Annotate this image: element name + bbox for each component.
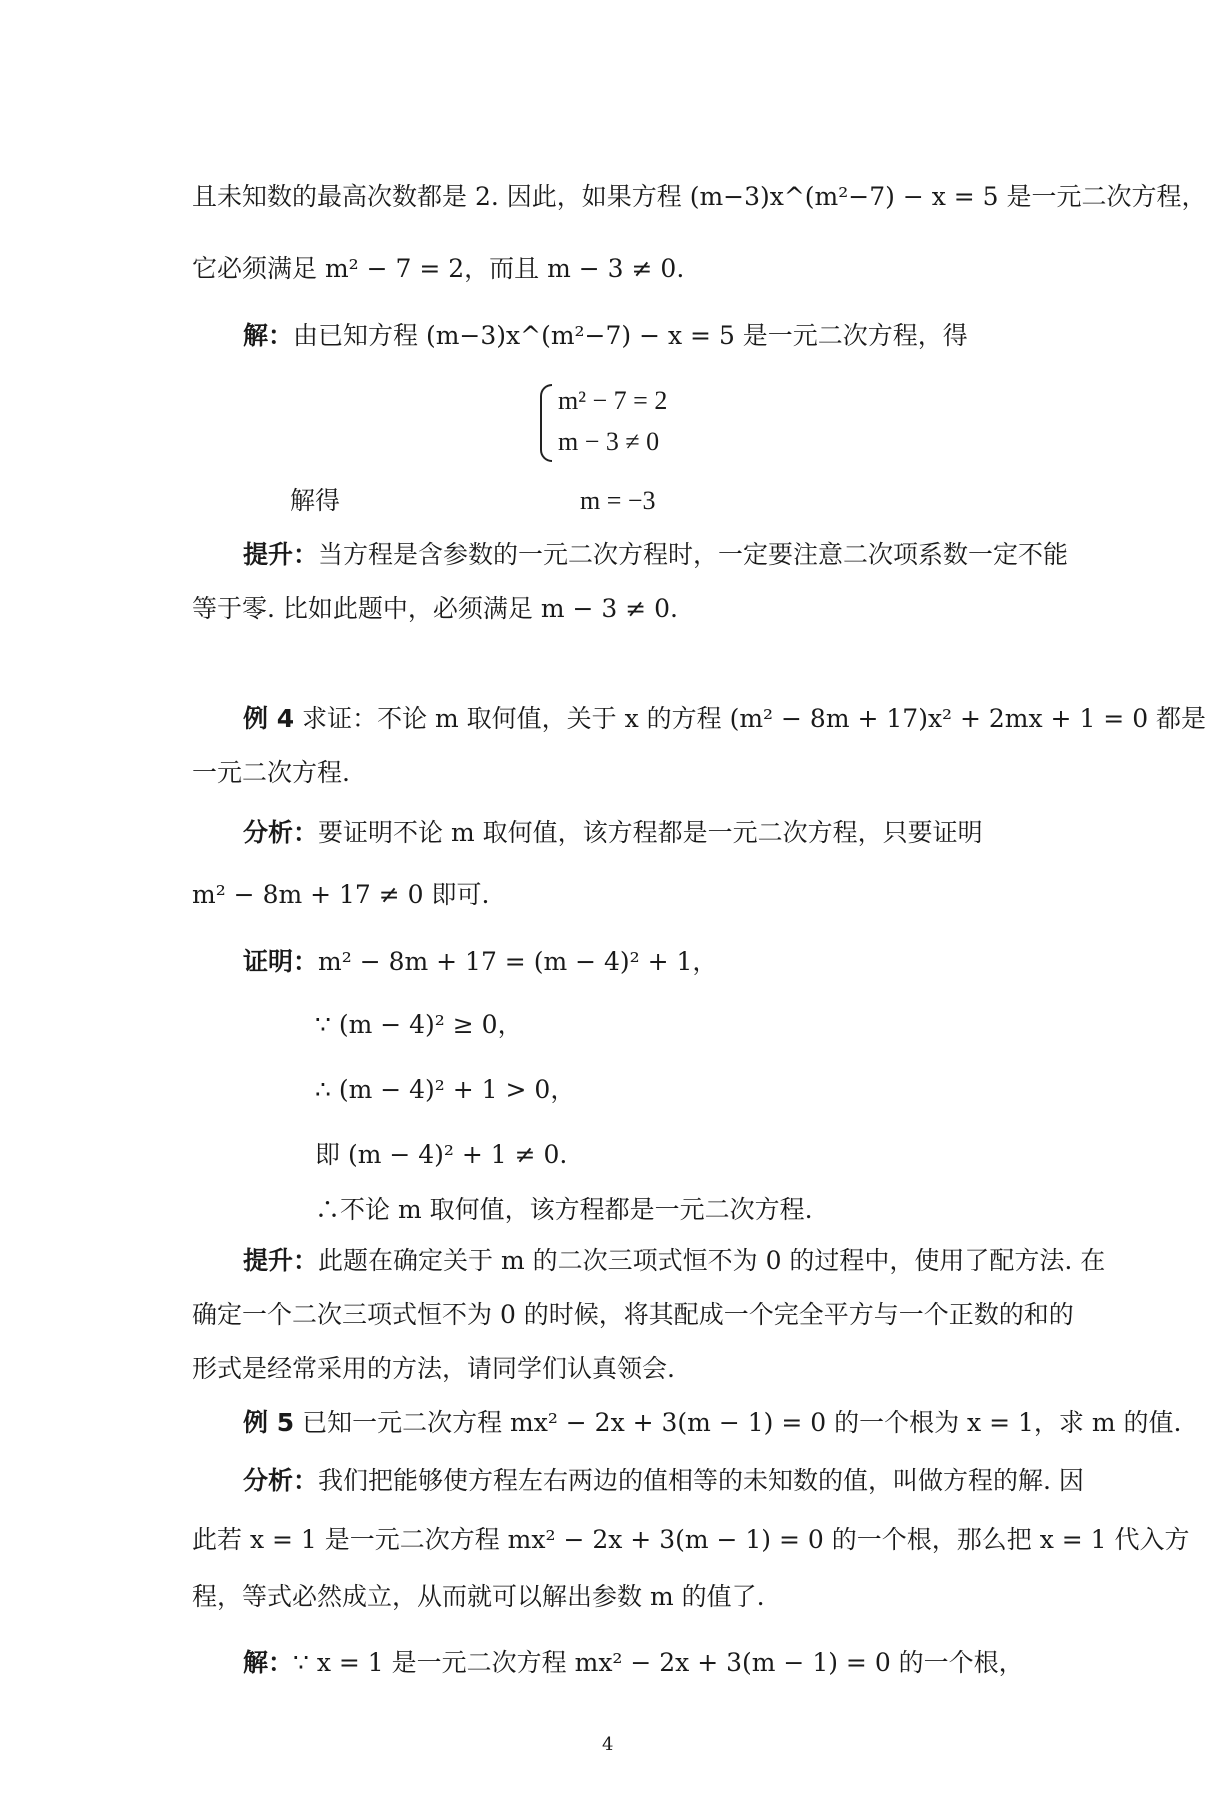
analysis-label: 分析： <box>243 818 319 847</box>
tip-2-label: 提升： <box>243 1246 319 1275</box>
solution-label: 解： <box>243 321 294 350</box>
analysis-4-line-1: 分析：要证明不论 m 取何值，该方程都是一元二次方程，只要证明 <box>243 818 983 847</box>
tip-2-line-3: 形式是经常采用的方法，请同学们认真领会. <box>192 1354 675 1383</box>
text-line-2: 它必须满足 m² − 7 = 2，而且 m − 3 ≠ 0. <box>192 254 685 283</box>
example-4-label: 例 4 <box>243 704 295 733</box>
analysis-5-label: 分析： <box>243 1466 319 1495</box>
system-brace <box>540 384 552 462</box>
analysis-5-line-1: 分析：我们把能够使方程左右两边的值相等的未知数的值，叫做方程的解. 因 <box>243 1466 1084 1495</box>
analysis-4-line-2: m² − 8m + 17 ≠ 0 即可. <box>192 880 490 909</box>
solve-result: m = −3 <box>580 486 656 515</box>
example-4-line-2: 一元二次方程. <box>192 758 350 787</box>
solution-intro: 解：由已知方程 (m−3)x^(m²−7) − x = 5 是一元二次方程，得 <box>243 321 968 350</box>
tip-label: 提升： <box>243 540 319 569</box>
text-line-1: 且未知数的最高次数都是 2. 因此，如果方程 (m−3)x^(m²−7) − x = 5 是一元二次方程， <box>192 182 1207 211</box>
proof-label: 证明： <box>243 947 319 976</box>
solution-5-line: 解：∵ x = 1 是一元二次方程 mx² − 2x + 3(m − 1) = 0 的一个根， <box>243 1648 1024 1677</box>
tip-2-line-2: 确定一个二次三项式恒不为 0 的时候，将其配成一个完全平方与一个正数的和的 <box>192 1300 1074 1329</box>
system-equation-2: m − 3 ≠ 0 <box>558 427 660 456</box>
proof-line-2: ∵ (m − 4)² ≥ 0， <box>315 1010 523 1039</box>
solution-5-label: 解： <box>243 1648 294 1677</box>
system-equation-1: m² − 7 = 2 <box>558 386 668 415</box>
proof-line-5: ∴不论 m 取何值，该方程都是一元二次方程. <box>315 1195 813 1224</box>
analysis-5-line-3: 程，等式必然成立，从而就可以解出参数 m 的值了. <box>192 1582 765 1611</box>
solve-label: 解得 <box>290 486 341 515</box>
tip-line-2: 等于零. 比如此题中，必须满足 m − 3 ≠ 0. <box>192 594 678 623</box>
tip-line-1: 提升：当方程是含参数的一元二次方程时，一定要注意二次项系数一定不能 <box>243 540 1069 569</box>
example-4-line-1: 例 4 求证：不论 m 取何值，关于 x 的方程 (m² − 8m + 17)x² + 2mx + 1 = 0 都是 <box>243 704 1207 733</box>
example-5-line: 例 5 已知一元二次方程 mx² − 2x + 3(m − 1) = 0 的一个根为 x = 1，求 m 的值. <box>243 1408 1182 1437</box>
example-5-label: 例 5 <box>243 1408 295 1437</box>
proof-line-3: ∴ (m − 4)² + 1 > 0， <box>315 1075 576 1104</box>
analysis-5-line-2: 此若 x = 1 是一元二次方程 mx² − 2x + 3(m − 1) = 0 的一个根，那么把 x = 1 代入方 <box>192 1525 1190 1554</box>
page-number: 4 <box>602 1734 614 1755</box>
proof-line-4: 即 (m − 4)² + 1 ≠ 0. <box>315 1140 568 1169</box>
proof-line-1: 证明：m² − 8m + 17 = (m − 4)² + 1， <box>243 947 718 976</box>
tip-2-line-1: 提升：此题在确定关于 m 的二次三项式恒不为 0 的过程中，使用了配方法. 在 <box>243 1246 1106 1275</box>
